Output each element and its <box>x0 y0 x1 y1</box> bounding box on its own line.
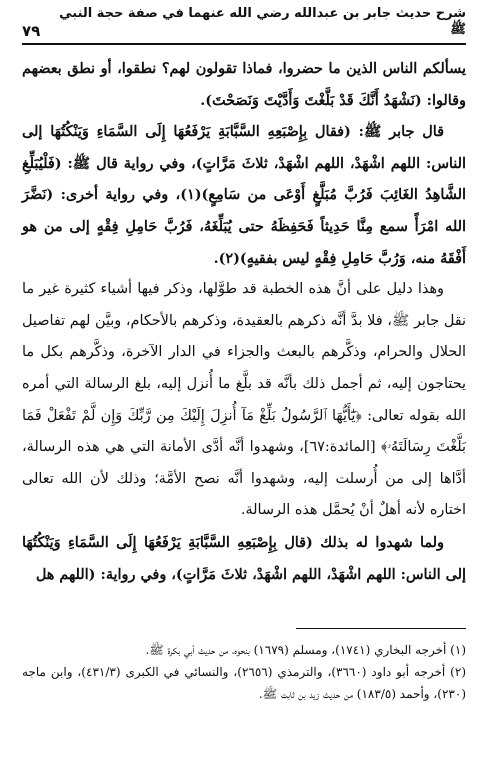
header-rule <box>22 43 466 45</box>
paragraph: يسألكم الناس الذين ما حضروا، فماذا تقولون لهم؟ نطقوا، أو نطق بعضهم وقالوا: (نَشْهَدُ أَنَّكَ قَدْ بَلَّغْتَ وَأَدَّيْتَ وَنَصَحْتَ). <box>22 60 466 109</box>
footnotes <box>22 639 466 705</box>
page-number: ٧٩ <box>22 22 41 40</box>
running-header <box>22 6 466 43</box>
footnote: (٢) أخرجه أبو داود (٣٦٦٠)، والترمذي (٢٦٥٦)، والنسائي في الكبرى (٤٣١/٣)، وابن ماجه (٢٣٠)، وأحمد (١٨٣/٥) من حديث زيد بن ثابت ﷺ. <box>22 665 466 702</box>
main-text <box>22 53 466 590</box>
paragraph: قال جابر ﷺ: (فقال بِإِصْبَعِهِ السَّبَّابَةِ يَرْفَعُهَا إِلَى السَّمَاءِ وَيَنْكُتُهَا إلى الناس: اللهم اشْهَدْ، اللهم اشْهَدْ، ثلاثَ مَرَّاتٍ)، وفي رواية قال ﷺ: (فَلْيُبَلِّغِ الشَّاهِدُ الغَائِبَ فَرُبَّ مُبَلَّغٍ أَوْعَى من سَامِعٍ)(١)، وفي رواية أخرى: (نَضَّرَ الله امْرَأً سمع مِنَّا حَدِيثاً فَحَفِظَهُ حتى يُبَلِّغَهُ، فَرُبَّ حَامِلِ فِقْهٍ إلى من هو أَفْقَهُ منه، وَرُبَّ حَامِلِ فِقْهٍ ليس بفقيهٍ)(٢). <box>22 123 467 267</box>
footnote: (١) أخرجه البخاري (١٧٤١)، ومسلم (١٦٧٩) بنحوه، من حديث أبي بكرة ﷺ. <box>145 643 466 658</box>
header-title: شرح حديث جابر بن عبدالله رضي الله عنهما في صفة حجة النبي ﷺ <box>59 6 466 37</box>
paragraph: ولما شهدوا له بذلك (قال بِإِصْبَعِهِ السَّبَّابَةِ يَرْفَعُهَا إِلَى السَّمَاءِ وَيَنْكُتُهَا إلى الناس: اللهم اشْهَدْ، اللهم اشْهَدْ، ثلاثَ مَرَّاتٍ)، وفي رواية: (اللهم هل <box>22 533 466 583</box>
footnote-separator <box>296 628 466 629</box>
paragraph: وهذا دليل على أنَّ هذه الخطبة قد طوَّلها، وذكر فيها أشياء كثيرة غير ما نقل جابر ﷺ، فلا بدَّ أنَّه ذكرهم بالعقيدة، وذكرهم بالأحكام، وبيَّن لهم تفاصيل الحلال والحرام، وذكَّرهم بالبعث والجزاء في الدار الآخرة، وذكَّرهم بكل ما يحتاجون إليه، ثم أجمل ذلك بأنَّه قد بلَّغ ما أُنزل إليه، بلغ الرسالة التي أمره الله بقوله تعالى: ﴿يَٰٓأَيُّهَا ٱلرَّسُولُ بَلِّغْ مَآ أُنزِلَ إِلَيْكَ مِن رَّبِّكَ وَإِن لَّمْ تَفْعَلْ فَمَا بَلَّغْتَ رِسَالَتَهُۥ﴾ [المائدة:٦٧]، وشهدوا أنَّه أدَّى الأمانة التي هي هذه الرسالة، أدَّاها إلى من أُرسلت إليه، وشهدوا أنَّه نصح الأمَّة؛ وذلك لأن الله تعالى اختاره لأنه أهلٌ أنْ يُحمَّل هذه الرسالة. <box>22 281 466 519</box>
